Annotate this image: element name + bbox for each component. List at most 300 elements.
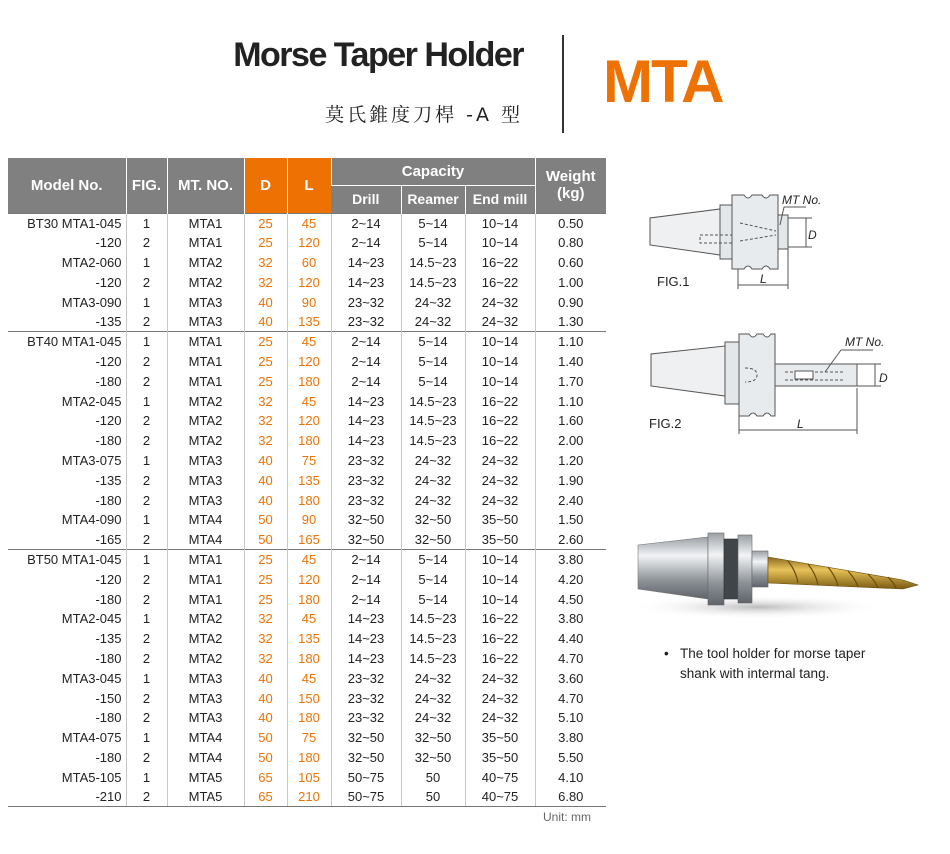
table-cell: 24~32 [401, 312, 465, 332]
table-cell: 1.60 [535, 411, 606, 431]
table-cell: MTA4-075 [61, 730, 122, 746]
table-row [8, 728, 606, 748]
table-cell: 5.10 [535, 708, 606, 728]
fig2-label: FIG.2 [649, 416, 682, 431]
table-row [8, 767, 606, 787]
table-cell: 35~50 [465, 530, 535, 550]
table-cell: 14.5~23 [401, 649, 465, 669]
table-cell: 75 [287, 451, 331, 471]
table-cell: 135 [287, 312, 331, 332]
table-cell: 14~23 [331, 431, 401, 451]
table-cell: 5~14 [401, 233, 465, 253]
table-cell: 1 [126, 767, 167, 787]
table-cell: 32~50 [331, 728, 401, 748]
table-cell: MTA1 [167, 332, 244, 352]
table-cell: 50 [244, 530, 287, 550]
table-cell: 25 [244, 213, 287, 233]
table-cell: 50 [401, 767, 465, 787]
table-cell: 5.50 [535, 748, 606, 768]
table-row [8, 609, 606, 629]
table-cell: 2.60 [535, 530, 606, 550]
product-code: MTA [603, 48, 723, 115]
table-cell: MTA3 [167, 490, 244, 510]
table-cell: 23~32 [331, 312, 401, 332]
table-row [8, 688, 606, 708]
table-cell: 25 [244, 352, 287, 372]
table-row [8, 649, 606, 669]
table-cell: 40 [244, 470, 287, 490]
table-cell: 2.40 [535, 490, 606, 510]
table-cell: 0.60 [535, 253, 606, 273]
table-row [8, 213, 606, 233]
table-row [8, 411, 606, 431]
table-cell: 2 [126, 589, 167, 609]
table-cell: MTA3 [167, 451, 244, 471]
fig2-drawing [645, 328, 905, 438]
col-drill: Drill [331, 185, 401, 213]
table-cell: 32 [244, 411, 287, 431]
table-cell: MTA2 [167, 391, 244, 411]
table-cell: -165 [95, 531, 122, 547]
table-cell: 50 [401, 787, 465, 807]
table-cell: 14~23 [331, 649, 401, 669]
table-cell: 14~23 [331, 272, 401, 292]
table-cell: 10~14 [465, 589, 535, 609]
unit-note: Unit: mm [543, 810, 591, 824]
table-cell: 50 [244, 748, 287, 768]
table-cell: 32~50 [331, 530, 401, 550]
table-cell: 50 [244, 510, 287, 530]
table-cell: MTA1 [167, 213, 244, 233]
table-cell: MTA4-090 [61, 512, 122, 528]
table-cell: 10~14 [465, 550, 535, 570]
table-cell: 45 [287, 550, 331, 570]
table-cell: 25 [244, 589, 287, 609]
table-cell: MTA1 [167, 371, 244, 391]
table-cell: 5~14 [401, 332, 465, 352]
table-cell: -180 [95, 373, 122, 389]
table-cell: 32 [244, 272, 287, 292]
table-cell: 45 [287, 609, 331, 629]
table-cell: 24~32 [401, 708, 465, 728]
table-cell: 23~32 [331, 688, 401, 708]
table-row [8, 312, 606, 332]
page-title: Morse Taper Holder [233, 36, 523, 74]
col-l: L [287, 158, 331, 213]
table-cell: 25 [244, 233, 287, 253]
table-cell: 2~14 [331, 233, 401, 253]
table-row [8, 787, 606, 807]
table-row [8, 431, 606, 451]
table-row [8, 253, 606, 273]
table-cell: 90 [287, 292, 331, 312]
table-cell: 32~50 [401, 530, 465, 550]
table-cell: 135 [287, 629, 331, 649]
table-cell: 16~22 [465, 253, 535, 273]
table-cell: BT50 MTA1-045 [8, 550, 126, 570]
table-cell: 120 [287, 352, 331, 372]
table-cell: 23~32 [331, 292, 401, 312]
table-cell: 24~32 [465, 668, 535, 688]
table-row [8, 569, 606, 589]
table-cell: -180 [95, 710, 122, 726]
table-row [8, 451, 606, 471]
table-cell: MTA3 [167, 708, 244, 728]
table-cell: 1 [126, 213, 167, 233]
table-cell: 24~32 [465, 312, 535, 332]
table-cell: 14.5~23 [401, 431, 465, 451]
table-cell: 120 [287, 569, 331, 589]
table-cell: 24~32 [401, 668, 465, 688]
table-cell: -135 [95, 314, 122, 330]
table-cell: MTA4 [167, 510, 244, 530]
table-cell: 2 [126, 629, 167, 649]
fig1-mt-label: MT No. [782, 193, 822, 207]
table-cell: 45 [287, 391, 331, 411]
table-cell: 65 [244, 767, 287, 787]
table-cell: -180 [95, 591, 122, 607]
col-model: Model No. [8, 158, 126, 213]
table-cell: 2~14 [331, 352, 401, 372]
table-cell: 16~22 [465, 649, 535, 669]
table-cell: 14.5~23 [401, 629, 465, 649]
table-cell: 24~32 [401, 292, 465, 312]
table-cell: MTA2-045 [61, 611, 122, 627]
table-cell: MTA1 [167, 550, 244, 570]
table-cell: 24~32 [401, 470, 465, 490]
table-cell: 4.40 [535, 629, 606, 649]
table-cell: 1.30 [535, 312, 606, 332]
table-cell: 180 [287, 649, 331, 669]
table-cell: 180 [287, 589, 331, 609]
fig2-d-label: D [879, 371, 888, 385]
table-cell: 2.00 [535, 431, 606, 451]
feature-bullet [664, 644, 904, 684]
table-cell: MTA1 [167, 352, 244, 372]
table-cell: 35~50 [465, 748, 535, 768]
table-cell: 2 [126, 352, 167, 372]
table-cell: 14~23 [331, 391, 401, 411]
table-cell: 0.80 [535, 233, 606, 253]
table-cell: 2 [126, 530, 167, 550]
table-cell: MTA1 [167, 589, 244, 609]
table-cell: 24~32 [465, 688, 535, 708]
table-cell: 25 [244, 550, 287, 570]
table-cell: 1 [126, 728, 167, 748]
table-cell: 23~32 [331, 490, 401, 510]
table-cell: 2 [126, 569, 167, 589]
table-cell: 60 [287, 253, 331, 273]
page-subtitle: 莫氏錐度刀桿 -A 型 [325, 104, 523, 126]
table-cell: 24~32 [465, 708, 535, 728]
table-cell: 40 [244, 451, 287, 471]
table-cell: -180 [95, 433, 122, 449]
table-cell: 180 [287, 371, 331, 391]
table-cell: 24~32 [465, 451, 535, 471]
table-cell: -180 [95, 749, 122, 765]
table-cell: 23~32 [331, 708, 401, 728]
fig1-d-label: D [808, 228, 817, 242]
table-cell: 50~75 [331, 767, 401, 787]
table-cell: 14.5~23 [401, 411, 465, 431]
table-cell: 4.10 [535, 767, 606, 787]
table-cell: 2 [126, 470, 167, 490]
col-fig: FIG. [126, 158, 167, 213]
table-cell: MTA2-060 [61, 254, 122, 270]
table-cell: 14~23 [331, 411, 401, 431]
fig1-drawing [620, 185, 850, 295]
table-cell: 1.00 [535, 272, 606, 292]
table-cell: 45 [287, 668, 331, 688]
table-cell: 50~75 [331, 787, 401, 807]
table-cell: 25 [244, 371, 287, 391]
table-cell: 2~14 [331, 371, 401, 391]
table-cell: 1 [126, 668, 167, 688]
table-cell: 90 [287, 510, 331, 530]
table-row [8, 530, 606, 550]
table-cell: 1 [126, 510, 167, 530]
table-cell: 1 [126, 609, 167, 629]
table-row [8, 510, 606, 530]
table-cell: 4.20 [535, 569, 606, 589]
table-cell: 3.80 [535, 728, 606, 748]
table-cell: 2 [126, 411, 167, 431]
table-cell: 32~50 [331, 748, 401, 768]
table-cell: 32 [244, 649, 287, 669]
table-cell: MTA1 [167, 569, 244, 589]
table-cell: -210 [8, 787, 126, 807]
table-cell: 2~14 [331, 213, 401, 233]
table-cell: 40~75 [465, 767, 535, 787]
table-cell: 10~14 [465, 569, 535, 589]
table-cell: 165 [287, 530, 331, 550]
table-cell: 2 [126, 312, 167, 332]
table-cell: MTA3-075 [61, 452, 122, 468]
table-cell: 2~14 [331, 550, 401, 570]
table-cell: 2 [126, 708, 167, 728]
fig2-mt-label: MT No. [845, 335, 885, 349]
table-cell: MTA2-045 [61, 393, 122, 409]
table-cell: 10~14 [465, 233, 535, 253]
table-cell: 75 [287, 728, 331, 748]
fig2-l-label: L [797, 417, 804, 431]
table-cell: 10~14 [465, 213, 535, 233]
table-cell: 1 [126, 332, 167, 352]
col-endmill: End mill [465, 185, 535, 213]
table-cell: 32 [244, 629, 287, 649]
table-cell: 1 [126, 292, 167, 312]
table-cell: MTA2 [167, 253, 244, 273]
table-cell: 2 [126, 787, 167, 807]
table-cell: 2~14 [331, 569, 401, 589]
table-cell: 10~14 [465, 332, 535, 352]
table-cell: 45 [287, 332, 331, 352]
table-cell: MTA2 [167, 411, 244, 431]
table-cell: 1.10 [535, 332, 606, 352]
table-cell: MTA3 [167, 470, 244, 490]
col-weight: Weight (kg) [535, 158, 606, 213]
table-row [8, 371, 606, 391]
table-cell: 1.50 [535, 510, 606, 530]
table-row [8, 352, 606, 372]
table-cell: 24~32 [401, 451, 465, 471]
table-cell: 23~32 [331, 470, 401, 490]
spec-table [8, 158, 606, 807]
col-capacity: Capacity [331, 158, 535, 185]
table-cell: 24~32 [465, 292, 535, 312]
table-cell: 40 [244, 292, 287, 312]
table-cell: -150 [95, 690, 122, 706]
table-cell: MTA4 [167, 748, 244, 768]
table-cell: 5~14 [401, 589, 465, 609]
table-cell: 16~22 [465, 609, 535, 629]
table-cell: 2 [126, 431, 167, 451]
table-cell: 105 [287, 767, 331, 787]
table-cell: MTA2 [167, 272, 244, 292]
table-cell: -135 [95, 631, 122, 647]
col-reamer: Reamer [401, 185, 465, 213]
table-cell: 2 [126, 649, 167, 669]
table-cell: -120 [95, 413, 122, 429]
table-cell: 2 [126, 272, 167, 292]
table-cell: MTA3 [167, 312, 244, 332]
table-cell: 1.10 [535, 391, 606, 411]
table-cell: 23~32 [331, 668, 401, 688]
table-cell: 24~32 [465, 470, 535, 490]
table-cell: MTA4 [167, 530, 244, 550]
table-cell: 150 [287, 688, 331, 708]
table-row [8, 708, 606, 728]
feature-text: The tool holder for morse taper shank with intermal tang. [680, 646, 866, 681]
table-cell: -180 [95, 492, 122, 508]
table-cell: 0.90 [535, 292, 606, 312]
table-cell: MTA3 [167, 292, 244, 312]
table-row [8, 470, 606, 490]
table-cell: 3.80 [535, 550, 606, 570]
table-cell: 35~50 [465, 510, 535, 530]
table-row [8, 748, 606, 768]
spec-table-body [8, 213, 606, 807]
table-cell: 3.80 [535, 609, 606, 629]
table-cell: 135 [287, 470, 331, 490]
table-cell: MTA5-105 [61, 769, 122, 785]
table-cell: MTA3 [167, 668, 244, 688]
table-cell: 25 [244, 332, 287, 352]
table-cell: MTA2 [167, 431, 244, 451]
table-cell: 14~23 [331, 629, 401, 649]
table-cell: 32~50 [401, 510, 465, 530]
table-cell: MTA3 [167, 688, 244, 708]
table-cell: BT30 MTA1-045 [8, 213, 126, 233]
table-cell: 16~22 [465, 272, 535, 292]
table-cell: 14~23 [331, 253, 401, 273]
table-cell: MTA4 [167, 728, 244, 748]
table-cell: 10~14 [465, 352, 535, 372]
table-cell: -120 [95, 571, 122, 587]
table-cell: 1.70 [535, 371, 606, 391]
table-row [8, 629, 606, 649]
table-cell: 2~14 [331, 332, 401, 352]
table-row [8, 589, 606, 609]
table-cell: 5~14 [401, 352, 465, 372]
table-cell: 45 [287, 213, 331, 233]
table-cell: 1.20 [535, 451, 606, 471]
table-cell: 180 [287, 708, 331, 728]
table-cell: 120 [287, 411, 331, 431]
table-cell: -120 [95, 274, 122, 290]
table-cell: 24~32 [401, 688, 465, 708]
table-cell: 32 [244, 253, 287, 273]
table-cell: 4.70 [535, 688, 606, 708]
table-cell: 14.5~23 [401, 272, 465, 292]
table-cell: 2 [126, 233, 167, 253]
table-row [8, 332, 606, 352]
table-cell: 40~75 [465, 787, 535, 807]
table-cell: -120 [95, 235, 122, 251]
table-cell: 180 [287, 431, 331, 451]
table-cell: 1 [126, 451, 167, 471]
table-cell: 25 [244, 569, 287, 589]
table-cell: 16~22 [465, 391, 535, 411]
table-cell: 5~14 [401, 550, 465, 570]
table-cell: 120 [287, 233, 331, 253]
table-cell: 2 [126, 688, 167, 708]
table-cell: BT40 MTA1-045 [8, 332, 126, 352]
fig1-l-label: L [760, 272, 767, 286]
table-cell: 5~14 [401, 569, 465, 589]
table-cell: 65 [244, 787, 287, 807]
table-cell: 2 [126, 371, 167, 391]
table-row [8, 550, 606, 570]
table-cell: 16~22 [465, 411, 535, 431]
table-cell: 14.5~23 [401, 391, 465, 411]
table-cell: -180 [95, 650, 122, 666]
table-cell: 32 [244, 609, 287, 629]
table-cell: -135 [95, 472, 122, 488]
table-cell: -120 [95, 353, 122, 369]
col-d: D [244, 158, 287, 213]
table-cell: 40 [244, 708, 287, 728]
table-cell: 180 [287, 748, 331, 768]
table-cell: 1.40 [535, 352, 606, 372]
table-cell: 14.5~23 [401, 609, 465, 629]
table-cell: 24~32 [401, 490, 465, 510]
table-cell: 40 [244, 668, 287, 688]
table-cell: 210 [287, 787, 331, 807]
table-cell: MTA2 [167, 629, 244, 649]
title-divider [562, 35, 564, 133]
table-cell: 1 [126, 253, 167, 273]
tool-holder-photo [628, 525, 928, 625]
table-cell: 35~50 [465, 728, 535, 748]
table-cell: 120 [287, 272, 331, 292]
table-cell: 32 [244, 391, 287, 411]
table-cell: 16~22 [465, 431, 535, 451]
table-cell: 3.60 [535, 668, 606, 688]
table-row [8, 292, 606, 312]
table-cell: 5~14 [401, 213, 465, 233]
table-cell: 180 [287, 490, 331, 510]
table-cell: 6.80 [535, 787, 606, 807]
table-row [8, 490, 606, 510]
table-cell: 5~14 [401, 371, 465, 391]
table-row [8, 272, 606, 292]
table-cell: 14.5~23 [401, 253, 465, 273]
fig1-label: FIG.1 [657, 274, 690, 289]
table-cell: 32~50 [331, 510, 401, 530]
table-cell: MTA1 [167, 233, 244, 253]
table-cell: 1 [126, 391, 167, 411]
